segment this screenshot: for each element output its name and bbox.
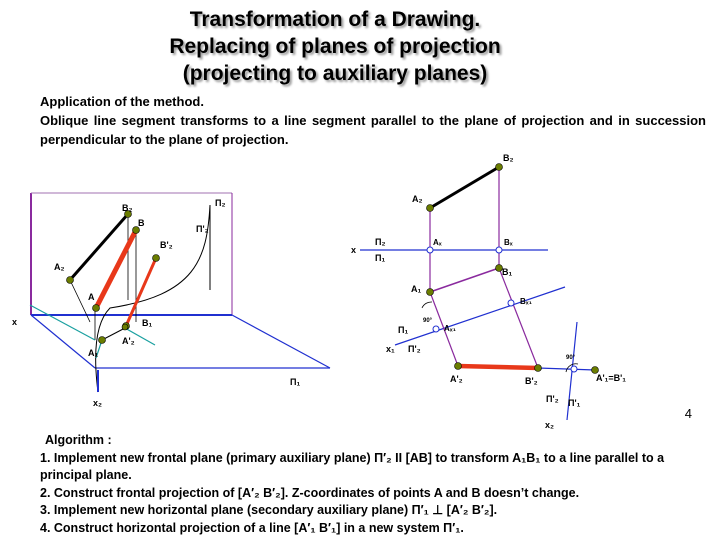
point-bx1 <box>508 300 514 306</box>
label-pi1: Π₁ <box>290 377 301 387</box>
label-ax1: Aₓ₁ <box>444 324 457 333</box>
label-a: A <box>88 292 95 302</box>
label-pi1-prime: Π'₁ <box>568 398 581 408</box>
algorithm-step-2: 2. Construct frontal projection of [A′₂ B′₂]. Z-coordinates of points A and B doesn’t change. <box>40 485 580 500</box>
point-a2-prime <box>455 363 462 370</box>
label-pi2-prime-a: Π'₂ <box>408 344 421 354</box>
point-ax <box>427 247 433 253</box>
label-b2-prime: B'₂ <box>160 240 173 250</box>
algorithm-heading: Algorithm : <box>45 433 112 447</box>
label-pi2-prime-b: Π'₂ <box>546 394 559 404</box>
algorithm-step-3: 3. Implement new horizontal plane (secondary auxiliary plane) Π′₁ ⊥ [A′₂ B′₂]. <box>40 503 498 517</box>
intro-heading: Application of the method. <box>40 94 204 109</box>
label-ax: Aₓ <box>433 238 442 247</box>
page-number: 4 <box>684 406 692 421</box>
label-a2-prime: A'₂ <box>450 374 463 384</box>
segment-a2b2 <box>430 167 499 208</box>
label-pi1: Π₁ <box>375 253 386 263</box>
title-line-1: Transformation of a Drawing. <box>189 8 481 31</box>
label-b2-prime: B'₂ <box>525 376 538 386</box>
label-a2-prime: A'₂ <box>122 336 135 346</box>
point-bx <box>496 247 502 253</box>
algorithm-step-4: 4. Construct horizontal projection of a line [A′₁ B′₁] in a new system Π′₁. <box>40 520 464 535</box>
label-pi2: Π₂ <box>215 198 226 208</box>
algorithm-block <box>40 432 680 537</box>
point-a2 <box>427 205 434 212</box>
label-b2: B₂ <box>122 203 133 213</box>
point-a1 <box>427 289 434 296</box>
label-bx: Bₓ <box>504 238 513 247</box>
label-pi2-prime: Π'₂ <box>196 224 209 234</box>
point-ax1 <box>433 326 439 332</box>
label-a2: A₂ <box>412 194 423 204</box>
intro-paragraph: Oblique line segment transforms to a line segment parallel to the plane of projection and in succession perpendicular to the plane of projection. <box>40 113 706 147</box>
point-x2-intersection <box>571 366 577 372</box>
point-b2-prime <box>535 365 542 372</box>
angle-arc-1 <box>422 302 432 308</box>
x1-axis <box>395 287 565 345</box>
label-pi1-b: Π₁ <box>398 325 409 335</box>
label-b1: B₁ <box>142 318 153 328</box>
label-angle-2: 90° <box>566 355 576 361</box>
label-x: x <box>351 245 357 255</box>
label-a1b1-prime: A'₁=B'₁ <box>596 373 626 383</box>
label-b: B <box>138 218 145 228</box>
label-x2: x₂ <box>545 420 555 430</box>
segment-a1b1 <box>430 268 499 292</box>
label-angle-1: 90° <box>423 318 433 324</box>
label-b2: B₂ <box>503 153 514 163</box>
label-pi2: Π₂ <box>375 237 386 247</box>
point-b2 <box>496 164 503 171</box>
label-x1: x₁ <box>386 344 395 354</box>
link-line-b-prime <box>499 268 538 368</box>
label-x2: x₂ <box>93 398 103 408</box>
algorithm-step-1: 1. Implement new frontal plane (primary auxiliary plane) Π′₂ II [AB] to transform A₁B₁ to a line parallel to a principal plane. <box>40 450 665 482</box>
label-bx1: Bₓ₁ <box>520 297 533 306</box>
title-line-2: Replacing of planes of projection <box>169 35 501 58</box>
label-x: x <box>12 317 18 327</box>
label-a2: A₂ <box>54 262 65 272</box>
label-a1: A₁ <box>411 284 422 294</box>
label-b1: B₁ <box>502 267 513 277</box>
segment-a2pb2p <box>458 366 538 368</box>
label-a1: A₁ <box>88 348 99 358</box>
title-line-3: (projecting to auxiliary planes) <box>182 62 488 85</box>
